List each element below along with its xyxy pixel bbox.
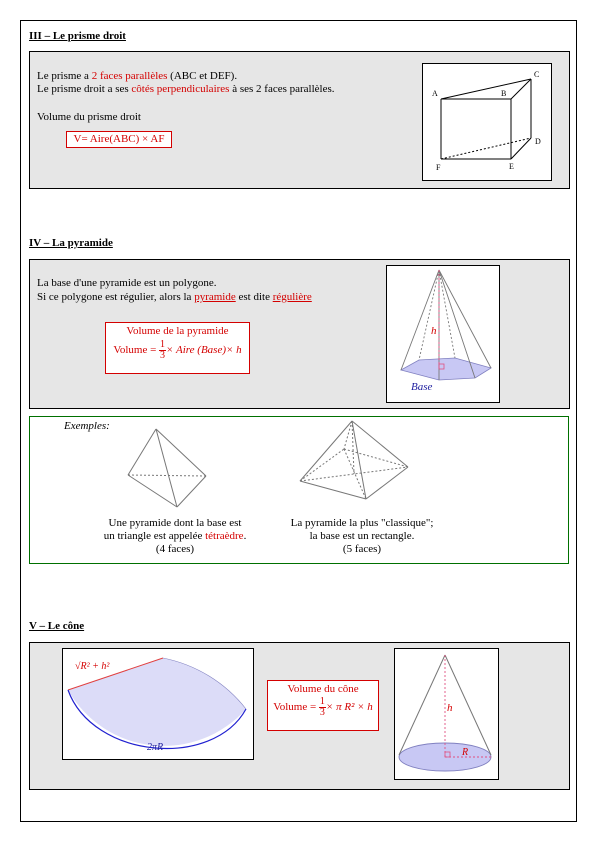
- cone-panel: [29, 642, 570, 790]
- cone-radius-label: R: [462, 747, 469, 758]
- cone-volume-formula: [267, 680, 379, 731]
- section-title-pyramid: IV – La pyramide: [29, 237, 113, 249]
- vertex-b-label: B: [501, 89, 507, 98]
- examples-box: [29, 416, 569, 564]
- pyramid-highlight: pyramide: [194, 291, 236, 303]
- prism-text: Le prisme droit a ses: [37, 83, 132, 95]
- prism-text: (ABC et DEF).: [167, 70, 238, 82]
- fraction-denominator: 3: [160, 350, 166, 361]
- cone-net-diagram: [63, 649, 253, 759]
- caption-line: (4 faces): [155, 543, 195, 555]
- formula-text: Volume =: [273, 701, 319, 714]
- fraction-denominator: 3: [319, 707, 325, 718]
- cone-net-figure: [62, 648, 254, 760]
- tetrahedron-diagram: [122, 427, 212, 509]
- cone-formula-expression: [268, 697, 378, 718]
- square-pyramid-caption: [282, 517, 442, 556]
- prism-panel: [29, 51, 570, 189]
- pyramid-formula-title: Volume de la pyramide: [126, 325, 229, 337]
- formula-text: × Aire (Base)× h: [166, 344, 242, 357]
- caption-text: .: [243, 530, 247, 542]
- cone-formula-title: Volume du cône: [287, 683, 359, 695]
- prism-text: Le prisme a: [37, 70, 92, 82]
- prism-line-2: [37, 83, 335, 96]
- prism-figure: [422, 63, 552, 181]
- pyramid-base-label: Base: [411, 381, 433, 393]
- vertex-a-label: A: [432, 89, 438, 98]
- tetrahedron-caption: [96, 517, 254, 556]
- prism-volume-formula: V= Aire(ABC) × AF: [66, 131, 172, 148]
- pyramid-text: est dite: [235, 291, 273, 303]
- vertex-c-label: C: [534, 70, 540, 79]
- cone-height-label: h: [447, 702, 453, 714]
- prism-highlight: côtés perpendiculaires: [131, 83, 230, 95]
- formula-text: Volume =: [113, 344, 160, 357]
- pyramid-panel: [29, 259, 570, 409]
- caption-highlight: tétraèdre: [205, 530, 244, 542]
- vertex-f-label: F: [436, 163, 441, 172]
- vertex-d-label: D: [535, 137, 541, 146]
- square-pyramid-diagram: [298, 419, 410, 503]
- pyramid-volume-formula: [105, 322, 250, 374]
- formula-text: × π R² × h: [325, 701, 373, 714]
- cone-figure: [394, 648, 499, 780]
- one-third-fraction: [159, 340, 166, 361]
- prism-volume-label: Volume du prisme droit: [37, 111, 141, 123]
- pyramid-figure: [386, 265, 500, 403]
- caption-line: (5 faces): [342, 543, 382, 555]
- pyramid-line-1: La base d'une pyramide est un polygone.: [37, 277, 217, 289]
- pyramid-height-label: h: [431, 325, 437, 337]
- prism-highlight: 2 faces parallèles: [91, 70, 168, 82]
- caption-line: La pyramide la plus "classique";: [290, 517, 434, 529]
- pyramid-formula-expression: [106, 340, 249, 361]
- caption-line: Une pyramide dont la base est: [108, 517, 242, 529]
- examples-label: Exemples:: [64, 420, 110, 432]
- prism-diagram: [423, 64, 551, 180]
- section-title-cone: V – Le cône: [29, 620, 85, 632]
- pyramid-diagram: [387, 266, 499, 402]
- fraction-numerator: 1: [160, 339, 166, 350]
- pyramid-line-2: [37, 291, 312, 304]
- section-title-prism: III – Le prisme droit: [29, 30, 126, 42]
- slant-height-label: √R² + h²: [75, 661, 110, 672]
- vertex-e-label: E: [509, 162, 514, 171]
- caption-text: un triangle est appelée: [103, 530, 206, 542]
- pyramid-text: Si ce polygone est régulier, alors la: [37, 291, 195, 303]
- arc-length-label: 2πR: [147, 742, 164, 753]
- fraction-numerator: 1: [319, 696, 325, 707]
- prism-line-1: [37, 70, 237, 83]
- cone-diagram: [395, 649, 498, 779]
- caption-line: [96, 530, 254, 543]
- one-third-fraction: [319, 697, 326, 718]
- pyramid-highlight: régulière: [272, 291, 312, 303]
- caption-line: la base est un rectangle.: [309, 530, 415, 542]
- prism-text: à ses 2 faces parallèles.: [229, 83, 335, 95]
